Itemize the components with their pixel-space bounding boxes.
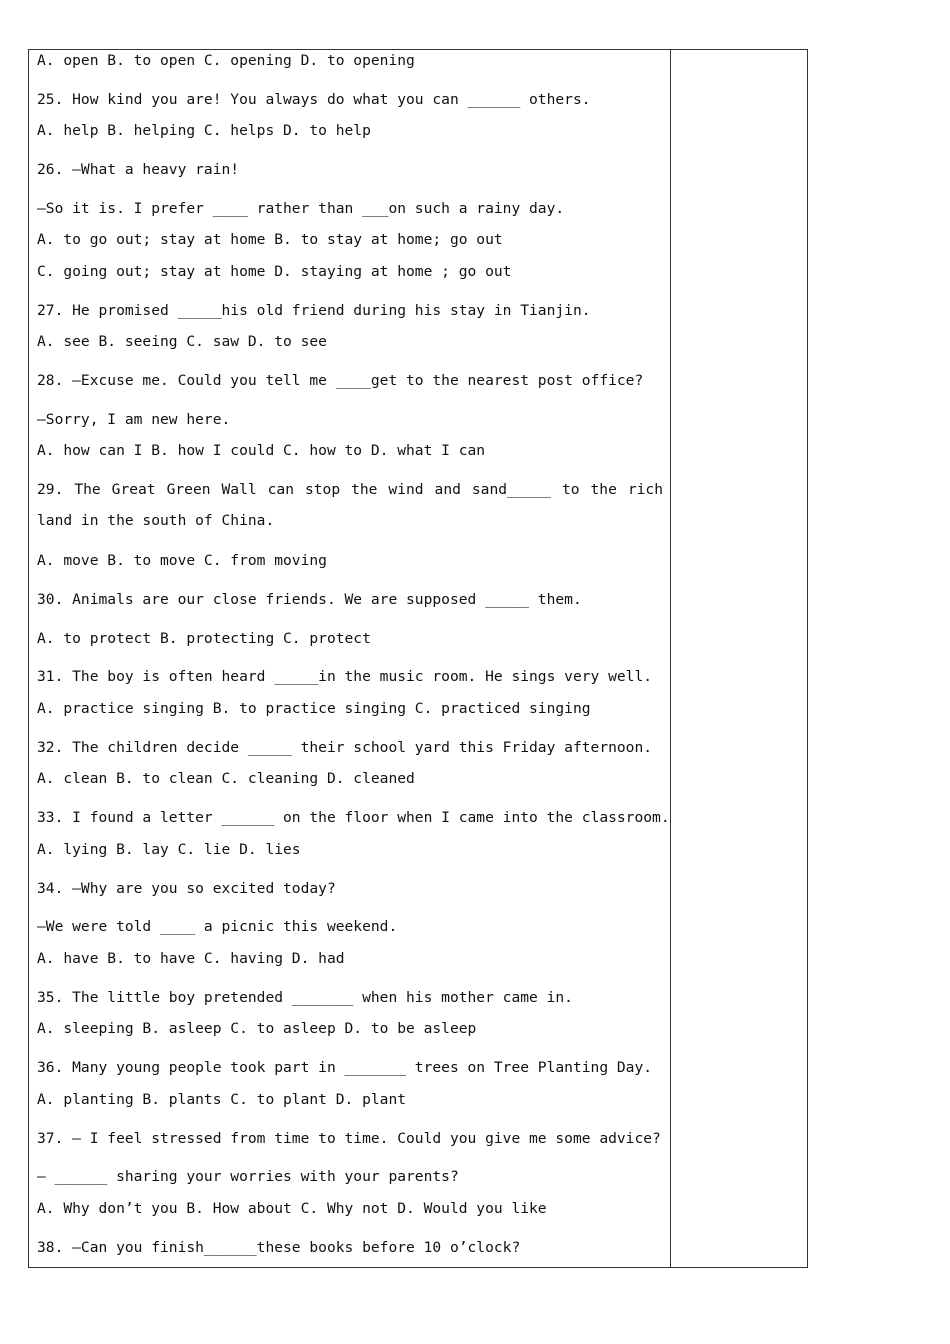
options-32: A. clean B. to clean C. cleaning D. cleaned xyxy=(37,770,415,787)
text-line: —Sorry, I am new here. xyxy=(37,411,231,428)
text-line: —We were told ____ a picnic this weekend. xyxy=(37,918,398,935)
options-25: A. help B. helping C. helps D. to help xyxy=(37,122,371,139)
question-25: 25. How kind you are! You always do what you can ______ others. xyxy=(37,91,591,108)
question-36: 36. Many young people took part in _______ trees on Tree Planting Day. xyxy=(37,1059,653,1076)
question-29: 29. The Great Green Wall can stop the wind and sand_____ to the rich land in the south of China. xyxy=(37,481,663,529)
options-26: C. going out; stay at home D. staying at home ; go out xyxy=(37,263,512,280)
options-29: A. move B. to move C. from moving xyxy=(37,552,327,569)
options-37: A. Why don’t you B. How about C. Why not D. Would you like xyxy=(37,1200,547,1217)
options-34: A. have B. to have C. having D. had xyxy=(37,950,345,967)
options-31: A. practice singing B. to practice singing C. practiced singing xyxy=(37,700,591,717)
options-30: A. to protect B. protecting C. protect xyxy=(37,630,371,647)
options-36: A. planting B. plants C. to plant D. plant xyxy=(37,1091,407,1108)
question-38: 38. —Can you finish______these books before 10 o’clock? xyxy=(37,1239,521,1256)
text-line: —So it is. I prefer ____ rather than ___on such a rainy day. xyxy=(37,200,565,217)
question-26: 26. —What a heavy rain! xyxy=(37,161,240,178)
question-34: 34. —Why are you so excited today? xyxy=(37,880,336,897)
question-37: 37. — I feel stressed from time to time. Could you give me some advice? xyxy=(37,1130,661,1147)
text-line: A. open B. to open C. opening D. to opening xyxy=(37,52,415,69)
options-26: A. to go out; stay at home B. to stay at home; go out xyxy=(37,231,503,248)
question-31: 31. The boy is often heard _____in the music room. He sings very well. xyxy=(37,668,653,685)
question-32: 32. The children decide _____ their school yard this Friday afternoon. xyxy=(37,739,653,756)
table-column-divider xyxy=(670,49,671,1268)
options-28: A. how can I B. how I could C. how to D. what I can xyxy=(37,442,486,459)
options-35: A. sleeping B. asleep C. to asleep D. to be asleep xyxy=(37,1020,477,1037)
question-27: 27. He promised _____his old friend during his stay in Tianjin. xyxy=(37,302,591,319)
question-30: 30. Animals are our close friends. We are supposed _____ them. xyxy=(37,591,582,608)
question-28: 28. —Excuse me. Could you tell me ____get to the nearest post office? xyxy=(37,372,644,389)
question-35: 35. The little boy pretended _______ when his mother came in. xyxy=(37,989,573,1006)
options-33: A. lying B. lay C. lie D. lies xyxy=(37,841,301,858)
question-33: 33. I found a letter ______ on the floor when I came into the classroom. xyxy=(37,809,670,826)
text-line: — ______ sharing your worries with your parents? xyxy=(37,1168,459,1185)
options-27: A. see B. seeing C. saw D. to see xyxy=(37,333,327,350)
